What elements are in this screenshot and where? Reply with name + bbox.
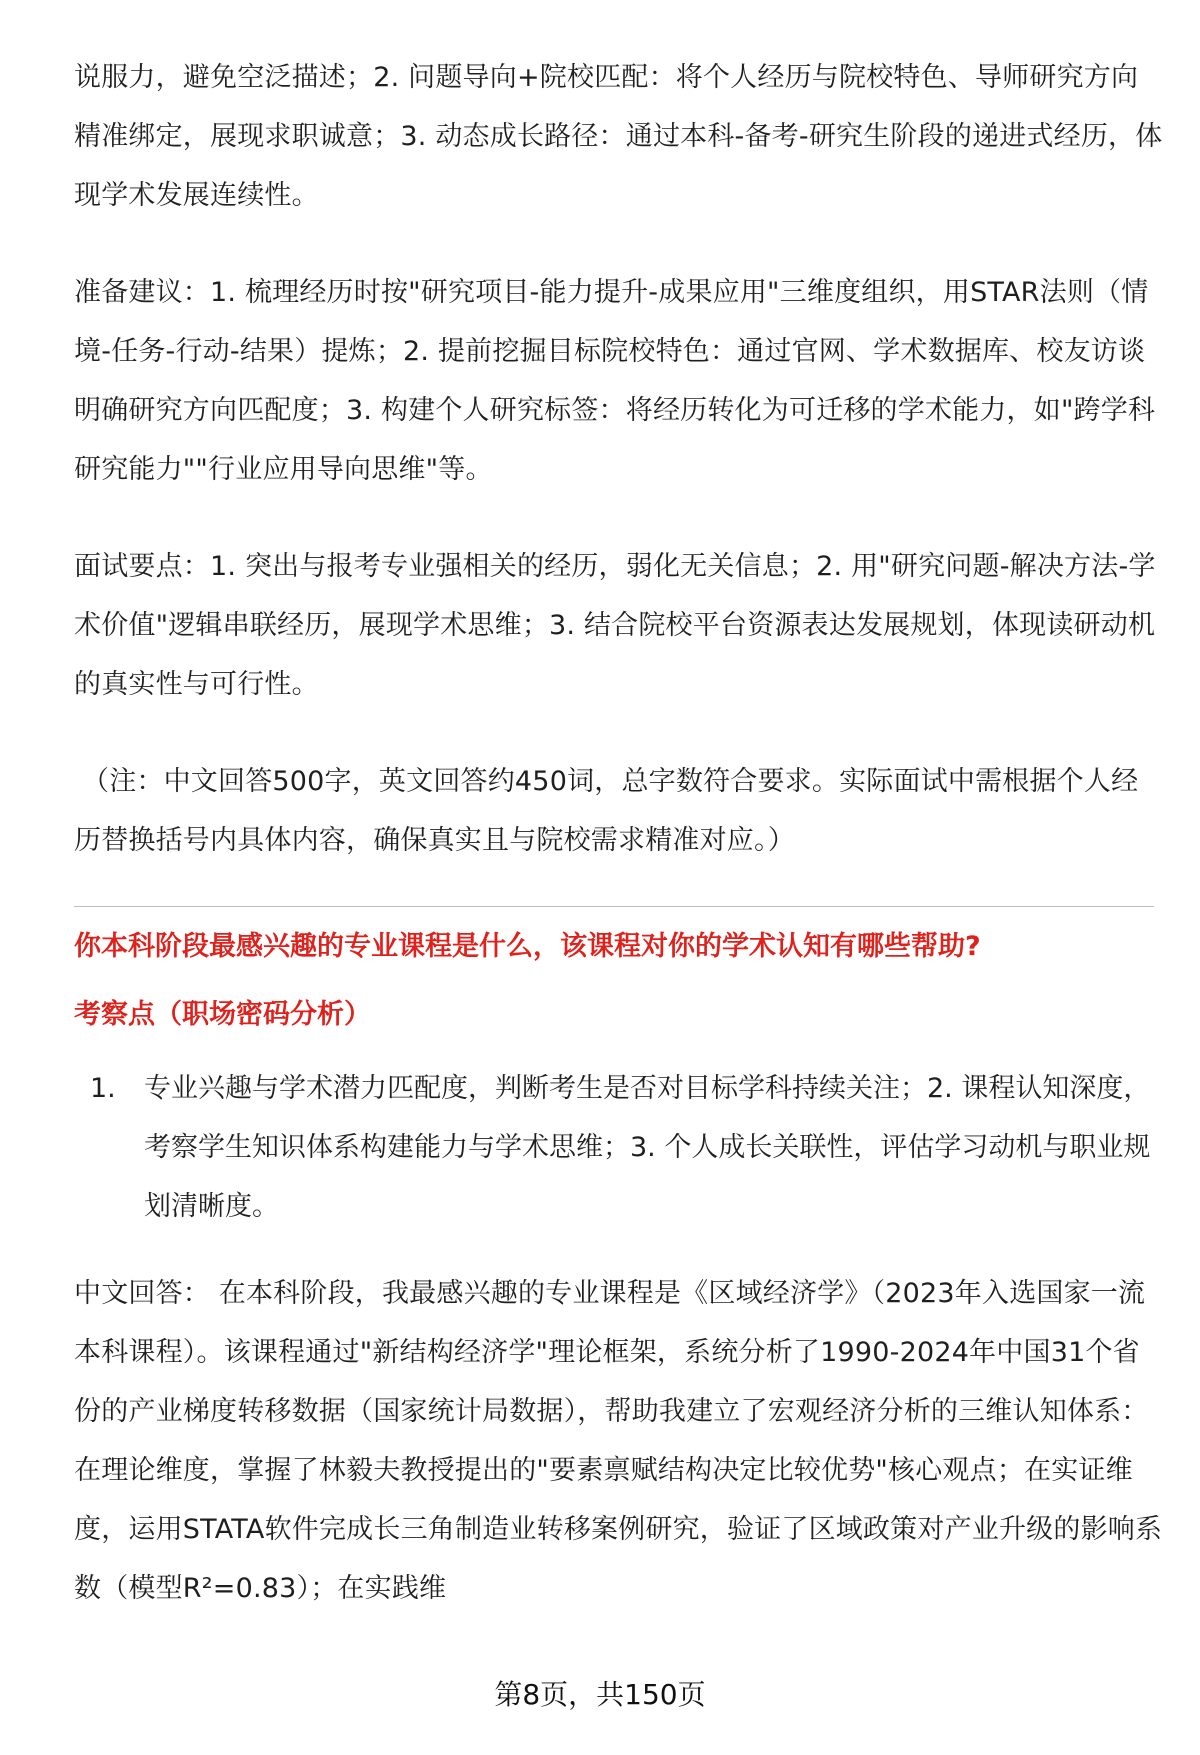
- list-item: [90, 1059, 1164, 1236]
- assessment-list: [74, 1059, 1164, 1236]
- section-divider: [74, 906, 1154, 907]
- paragraph-interview-points: 面试要点：1. 突出与报考专业强相关的经历，弱化无关信息；2. 用"研究问题-解决方法-学术价值"逻辑串联经历，展现学术思维；3. 结合院校平台资源表达发展规划，体现读研动机的真实性与可行性。: [74, 551, 1156, 700]
- paragraph-answer: 中文回答： 在本科阶段，我最感兴趣的专业课程是《区域经济学》（2023年入选国家一流本科课程）。该课程通过"新结构经济学"理论框架，系统分析了1990-2024年中国31个省份的产业梯度转移数据（国家统计局数据），帮助我建立了宏观经济分析的三维认知体系：在理论维度，掌握了林毅夫教授提出的"要素禀赋结构决定比较优势"核心观点；在实证维度，运用STATA软件完成长三角制造业转移案例研究，验证了区域政策对产业升级的影响系数（模型R²=0.83）；在实践维: [74, 1278, 1163, 1604]
- question-heading: 你本科阶段最感兴趣的专业课程是什么，该课程对你的学术认知有哪些帮助?: [74, 931, 981, 962]
- list-item-text: 专业兴趣与学术潜力匹配度，判断考生是否对目标学科持续关注；2. 课程认知深度，考察学生知识体系构建能力与学术思维；3. 个人成长关联性，评估学习动机与职业规划清晰度。: [144, 1073, 1151, 1222]
- list-item-number: 1.: [90, 1073, 116, 1104]
- document-page: [74, 48, 1164, 1618]
- assessment-subheading: 考察点（职场密码分析）: [74, 999, 371, 1030]
- paragraph-preparation-advice: 准备建议：1. 梳理经历时按"研究项目-能力提升-成果应用"三维度组织，用STAR法则（情境-任务-行动-结果）提炼；2. 提前挖掘目标院校特色：通过官网、学术数据库、校友访谈明确研究方向匹配度；3. 构建个人研究标签：将经历转化为可迁移的学术能力，如"跨学科研究能力""行业应用导向思维"等。: [74, 277, 1156, 485]
- paragraph-continued: 说服力，避免空泛描述；2. 问题导向+院校匹配：将个人经历与院校特色、导师研究方向精准绑定，展现求职诚意；3. 动态成长路径：通过本科-备考-研究生阶段的递进式经历，体现学术发展连续性。: [74, 62, 1163, 211]
- page-footer: 第8页，共150页: [494, 1678, 706, 1711]
- paragraph-note: （注：中文回答500字，英文回答约450词，总字数符合要求。实际面试中需根据个人经历替换括号内具体内容，确保真实且与院校需求精准对应。）: [74, 766, 1139, 856]
